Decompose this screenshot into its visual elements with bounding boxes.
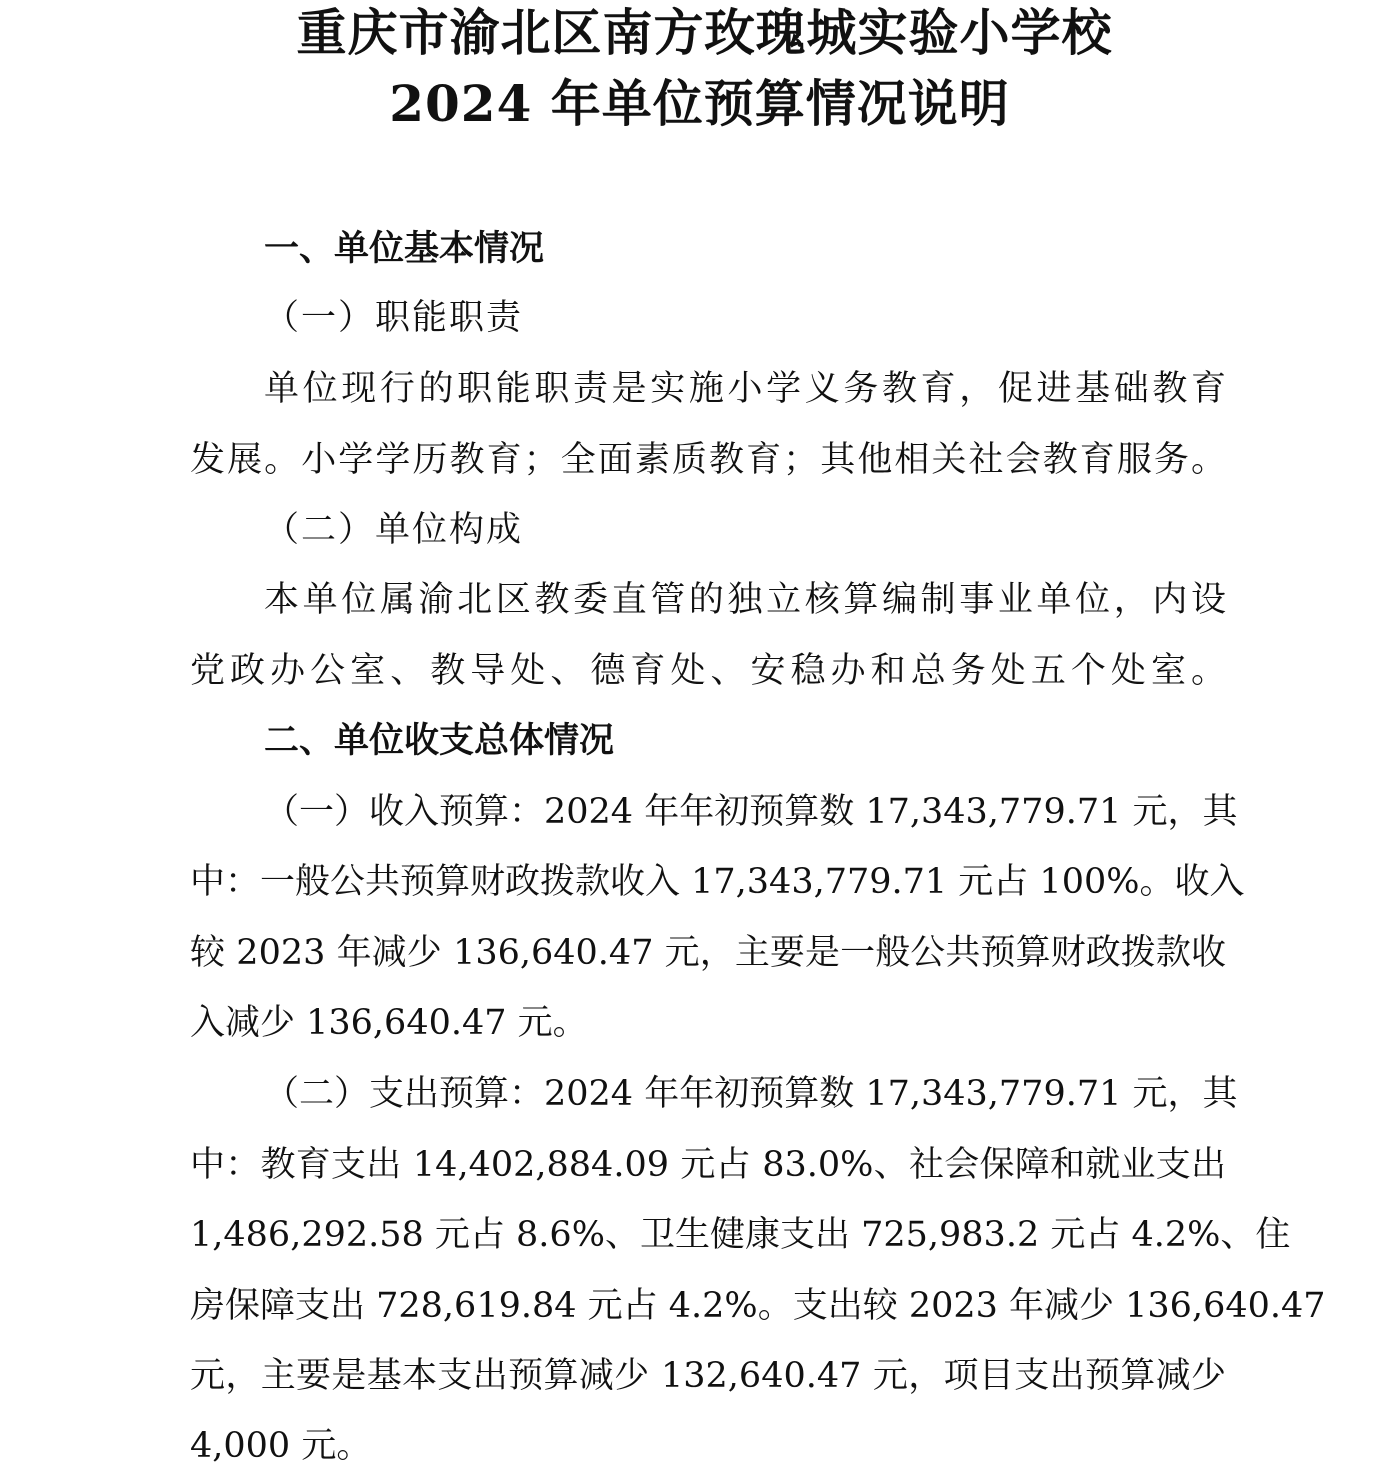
expense-paragraph-line: 1,486,292.58 元占 8.6%、卫生健康支出 725,983.2 元占 4.2%、住 [190, 1215, 1291, 1255]
expense-paragraph-line: 元，主要是基本支出预算减少 132,640.47 元，项目支出预算减少 [190, 1356, 1226, 1396]
section-1-heading: 一、单位基本情况 [264, 228, 545, 269]
expense-paragraph-line: 4,000 元。 [190, 1426, 372, 1466]
document-title-line-2: 2024 年单位预算情况说明 [389, 74, 1010, 133]
paragraph-line: 党政办公室、教导处、德育处、安稳办和总务处五个处室。 [190, 651, 1226, 691]
income-paragraph-line: 入减少 136,640.47 元。 [190, 1003, 588, 1043]
expense-paragraph-line: 房保障支出 728,619.84 元占 4.2%。支出较 2023 年减少 136,640.47 [190, 1286, 1326, 1326]
income-paragraph-line: 较 2023 年减少 136,640.47 元，主要是一般公共预算财政拨款收 [190, 933, 1226, 973]
section-2-heading: 二、单位收支总体情况 [264, 720, 615, 761]
paragraph-line: 单位现行的职能职责是实施小学义务教育，促进基础教育 [264, 369, 1226, 409]
income-paragraph-line: （一）收入预算：2024 年年初预算数 17,343,779.71 元，其 [264, 792, 1238, 832]
paragraph-line: 发展。小学学历教育；全面素质教育；其他相关社会教育服务。 [190, 440, 1226, 480]
subsection-composition-heading: （二）单位构成 [264, 510, 524, 550]
subsection-duties-heading: （一）职能职责 [264, 298, 524, 338]
document-title-line-1: 重庆市渝北区南方玫瑰城实验小学校 [296, 3, 1113, 62]
income-paragraph-line: 中：一般公共预算财政拨款收入 17,343,779.71 元占 100%。收入 [190, 862, 1245, 902]
paragraph-line: 本单位属渝北区教委直管的独立核算编制事业单位，内设 [264, 580, 1226, 620]
expense-paragraph-line: 中：教育支出 14,402,884.09 元占 83.0%、社会保障和就业支出 [190, 1145, 1226, 1185]
expense-paragraph-line: （二）支出预算：2024 年年初预算数 17,343,779.71 元，其 [264, 1074, 1238, 1114]
